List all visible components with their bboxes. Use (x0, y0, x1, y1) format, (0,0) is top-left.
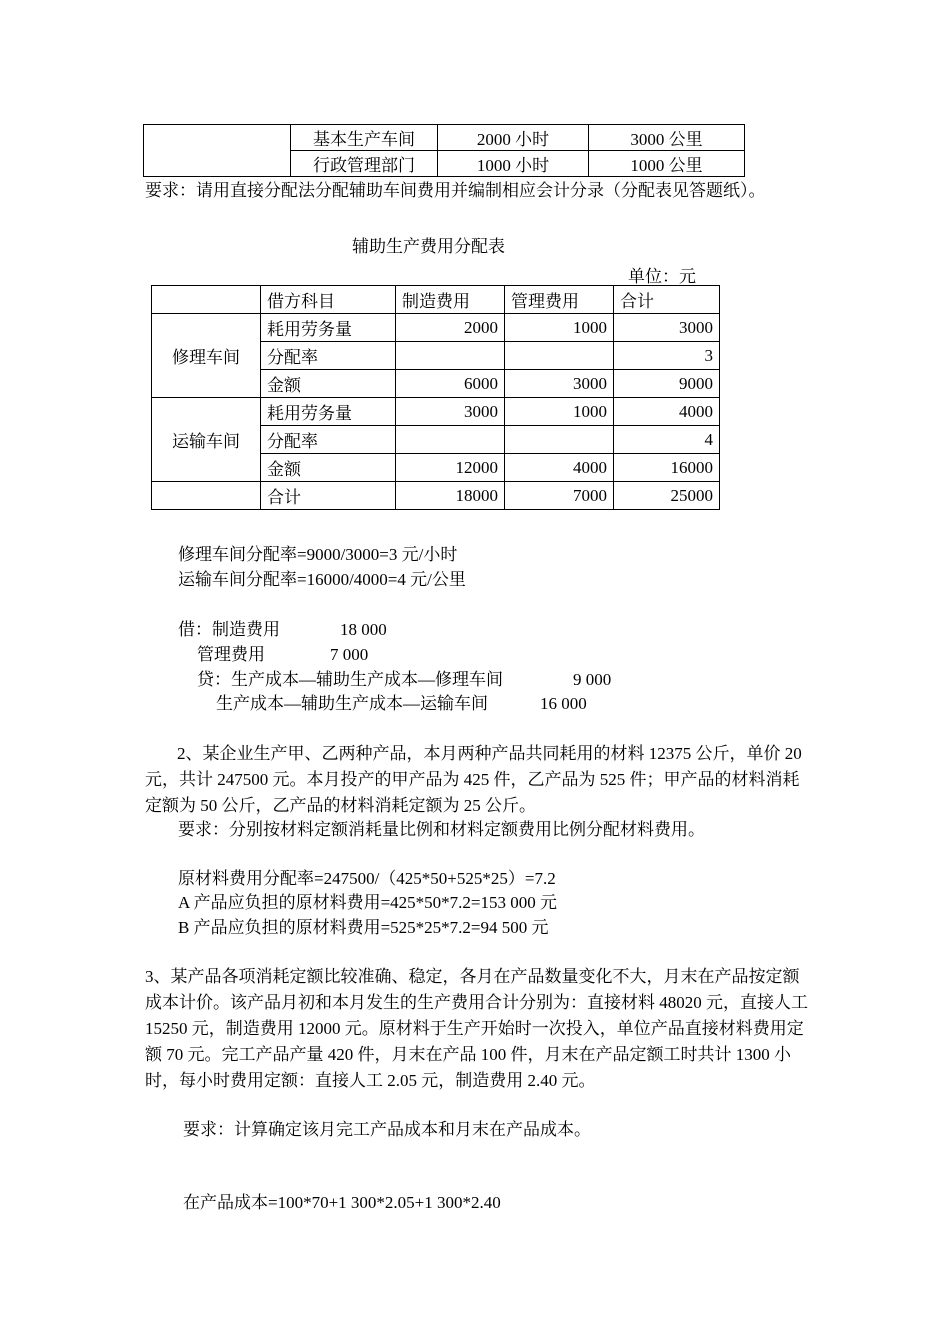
table-cell: 分配率 (261, 342, 396, 370)
table-cell: 分配率 (261, 426, 396, 454)
question-2-text: 2、某企业生产甲、乙两种产品，本月两种产品共同耗用的材料 12375 公斤，单价 20 元，共计 247500 元。本月投产的甲产品为 425 件，乙产品为 525 件；甲产品的材料消耗定额为 50 公斤，乙产品的材料消耗定额为 25 公斤。 (145, 744, 802, 815)
table-cell: 18000 (396, 482, 505, 510)
table-header-cell: 借方科目 (261, 286, 396, 314)
table-cell: 3000 (396, 398, 505, 426)
requirement-text: 要求：请用直接分配法分配辅助车间费用并编制相应会计分录（分配表见答题纸）。 (145, 181, 766, 200)
journal-debit2-label: 管理费用 (197, 645, 265, 664)
table-cell: 1000 (505, 314, 614, 342)
table-unit: 单位：元 (628, 267, 696, 286)
table-cell: 1000 (505, 398, 614, 426)
table-total-row (152, 482, 720, 510)
journal-credit1-amount: 9 000 (573, 670, 612, 689)
transport-rate-text: 运输车间分配率=16000/4000=4 元/公里 (178, 570, 466, 589)
question-3-line1: 在产品成本=100*70+1 300*2.05+1 300*2.40 (183, 1193, 501, 1212)
table-title: 辅助生产费用分配表 (352, 237, 505, 256)
table-cell: 耗用劳务量 (261, 314, 396, 342)
table-cell: 1000 小时 (438, 151, 589, 177)
table-cell: 合计 (261, 482, 396, 510)
journal-debit-amount: 18 000 (340, 620, 387, 639)
journal-debit-label: 借：制造费用 (178, 620, 280, 639)
table-cell: 12000 (396, 454, 505, 482)
question-2-line1: 原材料费用分配率=247500/（425*50+525*25）=7.2 (178, 869, 556, 888)
table-cell: 6000 (396, 370, 505, 398)
table-header-cell: 合计 (614, 286, 720, 314)
table-cell (396, 426, 505, 454)
table-header-cell (152, 286, 261, 314)
table-cell: 3000 公里 (589, 125, 745, 151)
table-cell: 基本生产车间 (291, 125, 438, 151)
table-cell: 25000 (614, 482, 720, 510)
table-cell (505, 426, 614, 454)
table-cell: 2000 小时 (438, 125, 589, 151)
table-cell: 2000 (396, 314, 505, 342)
journal-credit2-label: 生产成本—辅助生产成本—运输车间 (216, 694, 488, 713)
question-3-requirement: 要求：计算确定该月完工产品成本和月末在产品成本。 (183, 1120, 591, 1139)
journal-credit2-amount: 16 000 (540, 694, 587, 713)
table-cell (396, 342, 505, 370)
table-row (152, 314, 720, 342)
journal-credit1-label: 贷：生产成本—辅助生产成本—修理车间 (197, 670, 503, 689)
question-2-line3: B 产品应负担的原材料费用=525*25*7.2=94 500 元 (178, 918, 549, 937)
repair-rate-text: 修理车间分配率=9000/3000=3 元/小时 (178, 545, 458, 564)
row-group-label: 运输车间 (152, 398, 261, 482)
table-cell: 金额 (261, 370, 396, 398)
table-cell (152, 482, 261, 510)
table-cell: 4000 (614, 398, 720, 426)
table-cell: 4 (614, 426, 720, 454)
row-group-label: 修理车间 (152, 314, 261, 398)
question-2-line2: A 产品应负担的原材料费用=425*50*7.2=153 000 元 (178, 893, 558, 912)
table-cell (144, 125, 291, 177)
table-cell (505, 342, 614, 370)
table-row (152, 398, 720, 426)
table-cell: 行政管理部门 (291, 151, 438, 177)
table-cell: 3000 (614, 314, 720, 342)
allocation-table (151, 285, 720, 510)
table-cell: 9000 (614, 370, 720, 398)
table-header-cell: 制造费用 (396, 286, 505, 314)
question-3-text: 3、某产品各项消耗定额比较准确、稳定，各月在产品数量变化不大，月末在产品按定额成本计价。该产品月初和本月发生的生产费用合计分别为：直接材料 48020 元，直接人工 15250 元，制造费用 12000 元。原材料于生产开始时一次投入，单位产品直接材料费用定额 70 元。完工产品产量 420 件，月末在产品 100 件，月末在产品定额工时共计 1300 小时，每小时费用定额：直接人工 2.05 元，制造费用 2.40 元。 (145, 967, 808, 1090)
table-cell: 金额 (261, 454, 396, 482)
table-cell: 7000 (505, 482, 614, 510)
table-cell: 4000 (505, 454, 614, 482)
top-table (143, 124, 745, 177)
table-cell: 1000 公里 (589, 151, 745, 177)
question-2-requirement: 要求：分别按材料定额消耗量比例和材料定额费用比例分配材料费用。 (178, 820, 705, 839)
table-cell: 3 (614, 342, 720, 370)
table-cell: 耗用劳务量 (261, 398, 396, 426)
table-cell: 16000 (614, 454, 720, 482)
journal-debit2-amount: 7 000 (330, 645, 369, 664)
table-header-row (152, 286, 720, 314)
table-row (144, 125, 745, 151)
table-header-cell: 管理费用 (505, 286, 614, 314)
table-cell: 3000 (505, 370, 614, 398)
